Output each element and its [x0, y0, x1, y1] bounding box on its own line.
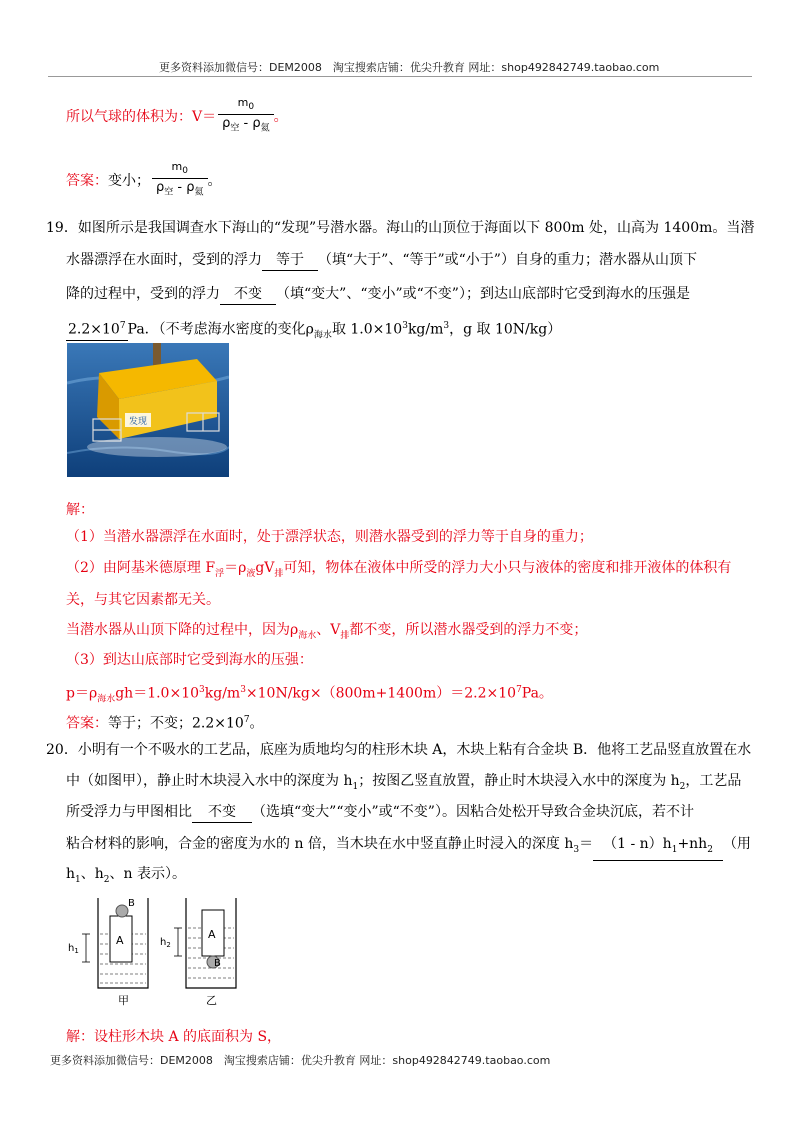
- q19-solution-title: 解：: [66, 502, 94, 518]
- q18-answer-line: 答案：变小； $\frac{m_0}{\rho_空 - \rho_氦}$ 。: [66, 160, 222, 202]
- q20-figure: [62, 892, 262, 1014]
- q19-solution-4: （3）到达山底部时它受到海水的压强：: [66, 652, 313, 668]
- fig-h2-label: $h_2$: [160, 937, 171, 949]
- q19-answer: 答案：等于；不变；$2.2\times 10^7$。: [66, 715, 264, 732]
- q19-line-3: 降的过程中，受到的浮力 不变 （填“变大”、“变小”或“不变”）；到达山底部时它受到海水的压强是: [66, 284, 690, 305]
- fig-jia-block-label: A: [116, 934, 124, 947]
- q20-line-2: 中（如图甲），静止时木块浸入水中的深度为 $h_1$；按图乙竖直放置，静止时木块浸入水中的深度为 $h_2$，工艺品: [66, 773, 742, 792]
- header-divider: [48, 76, 752, 77]
- fig-yi-caption: 乙: [206, 994, 217, 1007]
- q19-blank-3: $2.2\times 10^7$: [66, 316, 128, 341]
- q19-blank-2: 不变: [220, 284, 276, 305]
- q20-line-1: 20．小明有一个不吸水的工艺品，底座为质地均匀的柱形木块 A，木块上粘有合金块 B．他将工艺品竖直放置在水: [46, 742, 752, 758]
- page-header: 更多资料添加微信号：DEM2008 淘宝搜索店铺：优尖升教育 网址：shop492842749.taobao.com: [159, 61, 660, 74]
- q19-solution-1: （1）当潜水器漂浮在水面时，处于漂浮状态，则潜水器受到的浮力等于自身的重力；: [66, 529, 593, 545]
- q20-line-3: 所受浮力与甲图相比 不变 （选填“变大”“变小”或“不变”）。因粘合处松开导致合金块沉底，若不计: [66, 802, 694, 823]
- q19-line-1: 19．如图所示是我国调查水下海山的“发现”号潜水器。海山的山顶位于海面以下 800m 处，山高为 1400m。当潜: [46, 220, 755, 236]
- q20-blank-2: $(1 - n)h_1+nh_2$: [593, 834, 723, 861]
- submersible-label: 发现: [129, 417, 148, 427]
- q19-solution-5: $p=\rho_{海水}gh=1.0\times 10^3kg/m^3\times 10N/kg\times(800m+1400m)=2.2\times 10^7Pa$。: [66, 685, 553, 705]
- fig-h1-label: $h_1$: [68, 943, 79, 955]
- q20-line-5: $h_1$、$h_2$、n 表示）。: [66, 866, 186, 885]
- fig-jia-caption: 甲: [118, 994, 129, 1007]
- q20-line-4: 粘合材料的影响，合金的密度为水的 n 倍，当木块在水中竖直静止时浸入的深度 $h_3= (1 - n)h_1+nh_2$ （用: [66, 834, 751, 861]
- fig-jia-ball-label: B: [128, 898, 135, 909]
- page-footer: 更多资料添加微信号：DEM2008 淘宝搜索店铺：优尖升教育 网址：shop492842749.taobao.com: [50, 1054, 551, 1067]
- q18-answer-fraction: $\frac{m_0}{\rho_空 - \rho_氦}$: [152, 160, 208, 202]
- q19-solution-2: （2）由阿基米德原理 $F_浮=\rho_液gV_排$可知，物体在液体中所受的浮力大小只与液体的密度和排开液体的体积有: [66, 560, 732, 579]
- q19-line-2: 水器漂浮在水面时，受到的浮力 等于 （填“大于”、“等于”或“小于”）自身的重力；潜水器从山顶下: [66, 250, 697, 271]
- q18-volume-fraction: $\frac{m_0}{\rho_空 - \rho_氦}$: [218, 96, 274, 138]
- q19-blank-1: 等于: [262, 250, 318, 271]
- q20-solution-1: 解：设柱形木块 A 的底面积为 S，: [66, 1029, 282, 1045]
- fig-yi-ball-label: B: [214, 958, 221, 969]
- fig-yi-block-label: A: [208, 928, 216, 941]
- q19-line-4: $2.2\times 10^7$ Pa．（不考虑海水密度的变化$\rho_{海水}$取 $1.0\times 10^3kg/m^3$，g 取 10N/kg）: [66, 316, 561, 345]
- q20-blank-1: 不变: [192, 802, 252, 823]
- q19-solution-2-cont: 关，与其它因素都无关。: [66, 592, 220, 608]
- q18-volume-line: 所以气球的体积为：V＝ $\frac{m_0}{\rho_空 - \rho_氦}$ 。: [66, 96, 288, 138]
- q19-solution-3: 当潜水器从山顶下降的过程中，因为$\rho_{海水}$、$V_排$都不变，所以潜水器受到的浮力不变；: [66, 622, 588, 641]
- submersible-photo: [67, 343, 229, 477]
